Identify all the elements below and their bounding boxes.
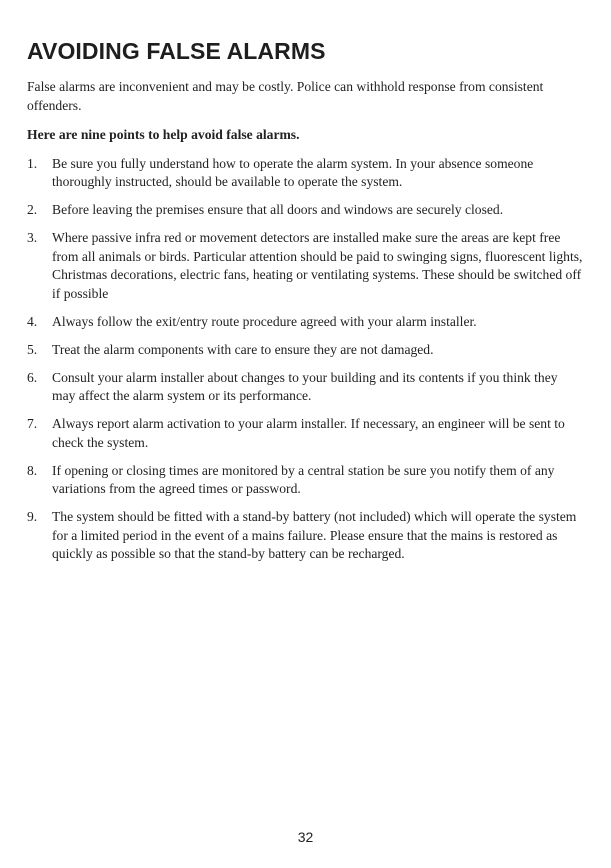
point-number: 5. <box>27 341 38 357</box>
point-text: Always follow the exit/entry route procedure agreed with your alarm installer. <box>52 313 477 329</box>
list-item <box>27 341 583 360</box>
list-item <box>27 462 583 499</box>
points-subheading: Here are nine points to help avoid false alarms. <box>27 127 300 142</box>
point-number: 9. <box>27 509 38 524</box>
point-text: If opening or closing times are monitored by a central station be sure you notify them of any variations from the agreed times or password. <box>52 462 555 496</box>
list-item <box>27 415 583 452</box>
intro-paragraph: False alarms are inconvenient and may be costly. Police can withhold response from consistent offenders. <box>27 79 544 113</box>
point-number: 1. <box>27 155 38 171</box>
point-text: Be sure you fully understand how to operate the alarm system. In your absence someone thoroughly instructed, should be available to operate the system. <box>52 155 534 189</box>
list-item <box>27 508 583 564</box>
list-item <box>27 229 583 303</box>
page-number: 32 <box>297 829 314 845</box>
point-number: 3. <box>27 230 38 245</box>
page-title: AVOIDING FALSE ALARMS <box>27 38 326 64</box>
point-number: 6. <box>27 369 38 385</box>
list-item <box>27 201 583 220</box>
point-text: Before leaving the premises ensure that all doors and windows are securely closed. <box>52 202 504 217</box>
point-text: Always report alarm activation to your alarm installer. If necessary, an engineer will be sent to check the system. <box>52 416 565 450</box>
point-text: Consult your alarm installer about changes to your building and its contents if you think they may affect the alarm system or its performance. <box>52 369 558 403</box>
point-number: 4. <box>27 313 38 329</box>
list-item <box>27 155 583 192</box>
point-text: Where passive infra red or movement detectors are installed make sure the areas are kept free from all animals or birds. Particular attention should be paid to swinging signs, fluorescent lights, Christmas decorations, electric fans, heating or ventilating systems. These should be switched off if possible <box>52 230 583 301</box>
point-text: The system should be fitted with a stand-by battery (not included) which will operate the system for a limited period in the event of a mains failure. Please ensure that the mains is restored as quickly as possible so that the stand-by battery can be recharged. <box>52 509 577 561</box>
point-number: 8. <box>27 462 38 478</box>
points-list <box>27 155 583 564</box>
point-number: 7. <box>27 416 38 431</box>
point-text: Treat the alarm components with care to ensure they are not damaged. <box>52 341 434 357</box>
point-number: 2. <box>27 202 38 217</box>
list-item <box>27 313 583 332</box>
list-item <box>27 369 583 406</box>
body-text <box>27 78 583 573</box>
